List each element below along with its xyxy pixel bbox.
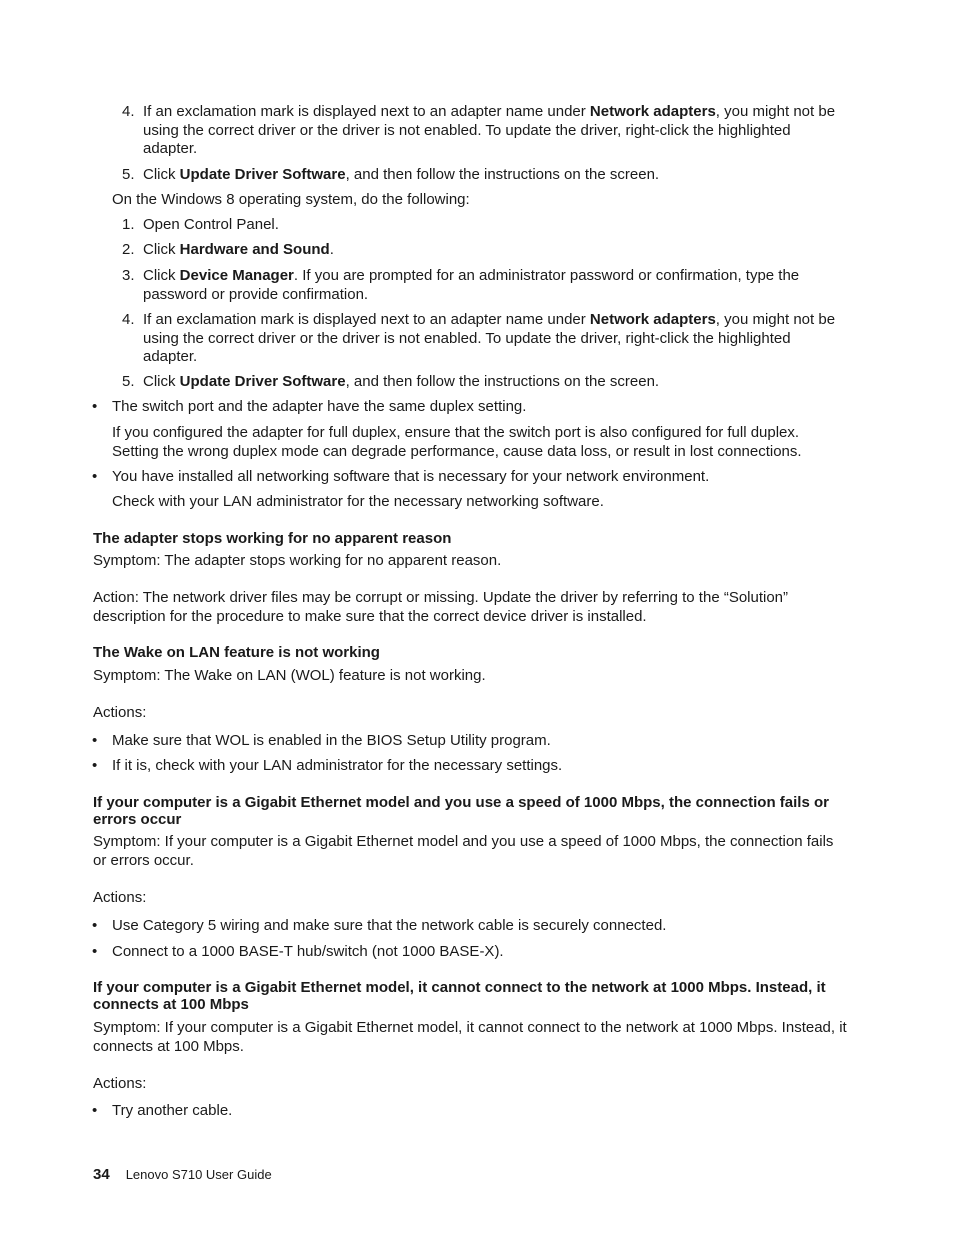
symptom-text: Symptom: The Wake on LAN (WOL) feature is not working. <box>93 667 486 684</box>
step-text: Click Hardware and Sound. <box>143 241 334 258</box>
symptom-text: Symptom: If your computer is a Gigabit Ethernet model and you use a speed of 1000 Mbps, the connection fails or errors occur. <box>93 833 834 869</box>
symptom-text: Symptom: If your computer is a Gigabit Ethernet model, it cannot connect to the network at 1000 Mbps. Instead, it connects at 100 Mbps. <box>93 1019 847 1055</box>
win8-intro: On the Windows 8 operating system, do the following: <box>112 191 470 208</box>
bullet-icon: • <box>92 732 98 749</box>
software-detail: Check with your LAN administrator for the necessary networking software. <box>112 493 604 510</box>
actions-label: Actions: <box>93 1075 147 1092</box>
actions-label: Actions: <box>93 889 147 906</box>
list-item: The switch port and the adapter have the same duplex setting. <box>112 398 527 415</box>
section-heading: If your computer is a Gigabit Ethernet model and you use a speed of 1000 Mbps, the connection fails or errors occur <box>93 794 829 828</box>
bullet-icon: • <box>92 917 98 934</box>
page-number: 34 <box>93 1166 110 1183</box>
list-item: You have installed all networking software that is necessary for your network environment. <box>112 468 710 485</box>
step-number: 4. <box>122 311 135 328</box>
step-number: 5. <box>122 373 135 390</box>
step-number: 1. <box>122 216 135 233</box>
step-text: If an exclamation mark is displayed next to an adapter name under Network adapters, you might not be using the correct driver or the driver is not enabled. To update the driver, right-click the highlighted adapter. <box>143 311 836 365</box>
list-item: Connect to a 1000 BASE-T hub/switch (not 1000 BASE-X). <box>112 943 504 960</box>
section-heading: The adapter stops working for no apparent reason <box>93 530 452 547</box>
bullet-icon: • <box>92 398 98 415</box>
list-item: If it is, check with your LAN administrator for the necessary settings. <box>112 757 563 774</box>
document-title: Lenovo S710 User Guide <box>125 1167 272 1182</box>
bullet-icon: • <box>92 943 98 960</box>
step-number: 3. <box>122 267 135 284</box>
step-text: If an exclamation mark is displayed next to an adapter name under Network adapters, you might not be using the correct driver or the driver is not enabled. To update the driver, right-click the highlighted adapter. <box>143 103 836 157</box>
step-text: Open Control Panel. <box>143 216 279 233</box>
step-number: 2. <box>122 241 135 258</box>
bullet-icon: • <box>92 468 98 485</box>
bullet-icon: • <box>92 1102 98 1119</box>
list-item: Try another cable. <box>112 1102 233 1119</box>
symptom-text: Symptom: The adapter stops working for no apparent reason. <box>93 552 502 569</box>
step-number: 5. <box>122 166 135 183</box>
step-number: 4. <box>122 103 135 120</box>
list-item: Make sure that WOL is enabled in the BIOS Setup Utility program. <box>112 732 551 749</box>
section-heading: If your computer is a Gigabit Ethernet model, it cannot connect to the network at 1000 Mbps. Instead, it connects at 100 Mbps <box>93 979 826 1013</box>
step-text: Click Update Driver Software, and then follow the instructions on the screen. <box>143 166 660 183</box>
duplex-detail: If you configured the adapter for full duplex, ensure that the switch port is also configured for full duplex. Setting the wrong duplex mode can degrade performance, cause data loss, or result in lost connections. <box>112 424 802 460</box>
step-text: Click Device Manager. If you are prompted for an administrator password or confirmation, type the password or provide confirmation. <box>143 267 800 303</box>
bullet-icon: • <box>92 757 98 774</box>
page-footer <box>93 1166 272 1185</box>
step-text: Click Update Driver Software, and then follow the instructions on the screen. <box>143 373 660 390</box>
section-heading: The Wake on LAN feature is not working <box>93 644 380 661</box>
actions-label: Actions: <box>93 704 147 721</box>
action-text: Action: The network driver files may be corrupt or missing. Update the driver by referring to the “Solution” description for the procedure to make sure that the correct device driver is installed. <box>93 589 789 625</box>
list-item: Use Category 5 wiring and make sure that the network cable is securely connected. <box>112 917 667 934</box>
